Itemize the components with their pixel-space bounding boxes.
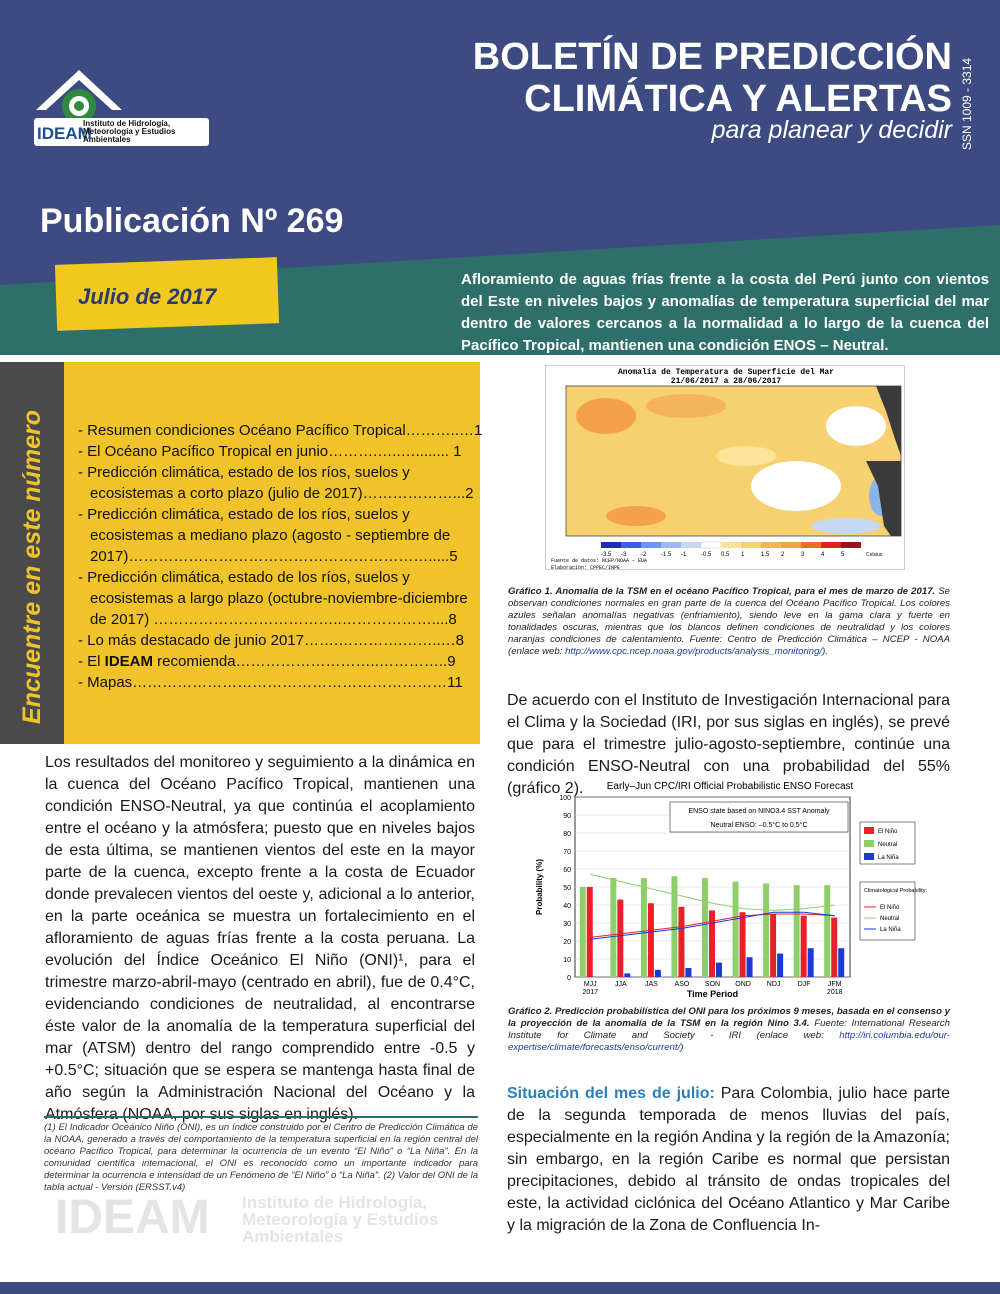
bar-elnio: [648, 903, 654, 977]
bulletin-title-line2: CLIMÁTICA Y ALERTAS: [524, 78, 952, 120]
bar-elnio: [740, 912, 746, 977]
caption2-text: Fuente: International Research Institute for Climate and Society - IRI (enlace web:: [508, 1018, 950, 1041]
map-scale-label: 5: [841, 552, 845, 558]
bar-elnio: [617, 900, 623, 977]
y-tick-label: 80: [563, 831, 571, 838]
y-axis-label: Probability (%): [535, 858, 544, 916]
bar-lania: [838, 948, 844, 977]
map-scale-label: 4: [821, 552, 825, 558]
y-tick-label: 100: [559, 795, 571, 802]
bar-elnio: [678, 907, 684, 977]
footnote: (1) El Indicador Oceánico Niño (ONI), es un índice construido por el Centro de Predicción Climática de la NOAA, generado a través del comportamiento de la temperatura superficial en la región central del océano Pacífico Tropical, para determinar la ocurrencia de un evento “El Niño” o “La Niña”. En la comunidad científica internacional, el ONI es reconocido como un importante indicador para determinar la ocurrencia e intensidad de un Fenómeno de “El Niño” o “La Niña”. (2) Valor del ONI de la tabla actual - Versión (ERSST.v4): [44, 1116, 478, 1194]
year-label-end: 2018: [826, 989, 843, 996]
map-scale-label: -1.5: [661, 552, 672, 558]
caption2-label: Gráfico 2.: [508, 1006, 553, 1017]
map-scale-label: -1: [681, 552, 687, 558]
caption1-title: Anomalía de la TSM en el océano Pacífico Tropical, para el mes de marzo de 2017.: [552, 586, 936, 597]
footer-bar: [0, 1282, 1000, 1294]
bar-neutral: [610, 878, 616, 977]
map-source: Fuente de datos: NCEP/NOAA – EUA: [551, 558, 648, 564]
bar-elnio: [801, 916, 807, 977]
map-scale-label: -3.5: [601, 552, 612, 558]
bar-neutral: [580, 887, 586, 977]
toc-item[interactable]: de 2017) ………………………………..………………....8: [90, 611, 457, 628]
map-scale-label: 1.5: [761, 552, 770, 558]
map-dates: 21/06/2017 a 28/06/2017: [670, 377, 782, 386]
bar-neutral: [702, 878, 708, 977]
bar-lania: [624, 973, 630, 977]
toc-item[interactable]: ecosistemas a mediano plazo (agosto - septiembre de: [90, 527, 451, 544]
x-tick-label: NDJ: [766, 981, 781, 988]
toc-item[interactable]: - Predicción climática, estado de los ríos, suelos y: [78, 464, 410, 481]
caption1-label: Gráfico 1.: [508, 586, 553, 597]
body-paragraph-left: Los resultados del monitoreo y seguimiento a la dinámica en la cuenca del Océano Pacífico Tropical, mantienen una condición ENSO-Neutral, ya que continúa el acoplamiento entre el océano y la atmósfera; puesto que en niveles bajos de esta última, se mantienen vientos del este en la mayor parte de la cuenca, excepto frente a la costa de Ecuador donde prevalecen vientos del oeste y, adicional a lo anterior, en la parte oceánica se muestra un fortalecimiento en el afloramiento de aguas frías frente a la costa peruana. La evolución del Índice Oceánico El Niño (ONI)¹, para el trimestre marzo-abril-mayo (centrado en abril), fue de 0.4°C, evidenciando condiciones de neutralidad, al encontrarse éste valor de la anomalía de la temperatura superficial del mar (ATSM) dentro del rango comprendido entre -0.5 y +0.5°C; situación que se espera se mantenga hasta final de año según la Administración Nacional del Océano y la Atmósfera (NOAA, por sus siglas en inglés).: [45, 754, 475, 1123]
y-tick-label: 30: [563, 921, 571, 928]
watermark-ideam: IDEAM: [55, 1191, 210, 1244]
legend-swatch: [864, 827, 874, 834]
situation-text: Para Colombia, julio hace parte de la segunda temporada de menos lluvias del país, especialmente en la región Andina y la región de la Amazonía; sin embargo, en la región Caribe es normal que persistan precipitaciones, debido al tránsito de ondas tropicales del este, la actividad ciclónica del Océano Atlantico y Mar Caribe y la migración de la Zona de Confluencia In-: [507, 1085, 950, 1234]
legend-swatch: [864, 853, 874, 860]
legend-label: El Niño: [878, 829, 898, 835]
legend-label: La Niña: [878, 855, 899, 861]
toc-list: [78, 420, 483, 693]
toc-item[interactable]: - El Océano Pacífico Tropical en junio……….…..…........ 1: [78, 443, 462, 460]
legend-label: La Niña: [880, 927, 901, 933]
x-tick-label: ASO: [674, 981, 690, 988]
bar-lania: [685, 968, 691, 977]
bulletin-tagline: para planear y decidir: [711, 116, 952, 144]
bar-neutral: [733, 882, 739, 977]
x-axis-label: Time Period: [686, 989, 739, 999]
y-tick-label: 70: [563, 849, 571, 856]
bar-elnio: [709, 910, 715, 977]
logo-subtitle: Instituto de Hidrología, Meteorología y Estudios Ambientales: [83, 119, 176, 144]
bulletin-title-line1: BOLETÍN DE PREDICCIÓN: [472, 36, 952, 78]
caption2-title: Predicción probabilística del ONI para los próximos 9 meses, basada en el consenso y la proyección de la anomalía de la TSM en la región Nino 3.4.: [508, 1006, 950, 1029]
legend-label: Neutral: [878, 842, 898, 848]
publication-date: Julio de 2017: [78, 284, 217, 309]
toc-item[interactable]: - El IDEAM recomienda………………………..…………..9: [78, 653, 456, 670]
map-scale-label: -0.5: [701, 552, 712, 558]
bar-elnio: [770, 914, 776, 977]
toc-item[interactable]: - Resumen condiciones Océano Pacífico Tropical………..…1: [78, 422, 483, 439]
summary-text: Afloramiento de aguas frías frente a la costa del Perú junto con vientos del Este en niveles bajos y anomalías de temperatura superficial del mar dentro de valores cercanos a la normalidad a lo largo de la cuenca del Pacífico Tropical, mantienen una condición ENOS – Neutral.: [461, 271, 989, 354]
x-tick-label: JJA: [614, 981, 627, 988]
bar-elnio: [587, 887, 593, 977]
bar-neutral: [671, 876, 677, 977]
legend-label: Neutral: [880, 916, 900, 922]
caption1-end: ).: [822, 646, 828, 657]
toc-item[interactable]: - Predicción climática, estado de los ríos, suelos y: [78, 569, 410, 586]
body-paragraph-right-1: De acuerdo con el Instituto de Investigación Internacional para el Clima y la Sociedad (IRI, por sus siglas en inglés), se prevé que para el trimestre julio-agosto-septiembre, continúe una condición ENSO-Neutral con una probabilidad del 55% (gráfico 2).: [507, 692, 950, 797]
caption-graph-1: [508, 586, 950, 658]
map-scale-label: 3: [801, 552, 805, 558]
toc-item[interactable]: - Predicción climática, estado de los ríos, suelos y: [78, 506, 410, 523]
x-tick-label: JFM: [827, 981, 842, 988]
legend-label: El Niño: [880, 905, 900, 911]
bar-neutral: [641, 878, 647, 977]
bar-elnio: [831, 918, 837, 977]
y-tick-label: 60: [563, 867, 571, 874]
toc-item[interactable]: - Mapas………………………………………………………11: [78, 674, 463, 691]
caption1-link[interactable]: http://www.cpc.ncep.noaa.gov/products/analysis_monitoring/: [565, 646, 823, 657]
bar-lania: [716, 963, 722, 977]
situation-heading: Situación del mes de julio:: [507, 1085, 715, 1102]
climatology-legend-title: Climatological Probability:: [864, 888, 927, 894]
x-tick-label: SON: [704, 981, 721, 988]
y-tick-label: 20: [563, 939, 571, 946]
watermark-subtitle: Instituto de Hidrología, Meteorología y Estudios Ambientales: [242, 1193, 439, 1246]
x-tick-label: OND: [735, 981, 751, 988]
chart-title: Early–Jun CPC/IRI Official Probabilistic ENSO Forecast: [606, 781, 854, 792]
bar-lania: [777, 954, 783, 977]
map-scale-label: -2: [641, 552, 647, 558]
toc-item[interactable]: - Lo más destacado de junio 2017…….………….……..…8: [78, 632, 465, 649]
map-colorbar: [601, 542, 861, 548]
legend-swatch: [864, 840, 874, 847]
map-scale-label: 2: [781, 552, 785, 558]
map-scale-label: 0.5: [721, 552, 730, 558]
publication-number: Publicación Nº 269: [40, 202, 344, 240]
chart-box-title: ENSO state based on NINO3.4 SST Anomaly: [688, 808, 830, 815]
map-scale-label: -3: [621, 552, 627, 558]
x-tick-label: DJF: [797, 981, 811, 988]
x-tick-label: MJJ: [583, 981, 597, 988]
bar-neutral: [824, 885, 830, 977]
bar-lania: [747, 957, 753, 977]
issn-label: SSN 1009 - 3314: [960, 57, 974, 150]
caption2-link[interactable]: http://iri.columbia.edu/our-expertise/climate/forecasts/enso/current/: [508, 1030, 950, 1053]
chart-box-subtitle: Neutral ENSO: –0.5°C to 0.5°C: [710, 822, 808, 829]
toc-item[interactable]: ecosistemas a corto plazo (julio de 2017)………………...2: [90, 485, 474, 502]
logo-wordmark: IDEAM: [37, 124, 92, 143]
caption1-text: Se observan condiciones normales en gran parte de la cuenca del Océano Pacífico Tropical. Los colores azules señalan anomalías negativas (enfriamiento), siendo leve en la gama clara y fuerte en tonalidades oscuras, mientras que los blancos definen condiciones de neutralidad y los colores naranjas condiciones de calentamiento. Fuente: Centro de Predicción Climática – NCEP - NOAA (enlace web:: [508, 586, 950, 657]
caption2-end: ): [680, 1042, 684, 1053]
map-scale-label: 1: [741, 552, 745, 558]
toc-item[interactable]: ecosistemas a largo plazo (octubre-noviembre-diciembre: [90, 590, 468, 607]
y-tick-label: 40: [563, 903, 571, 910]
x-tick-label: JAS: [644, 981, 658, 988]
sst-anomaly-map: [545, 365, 905, 570]
y-tick-label: 90: [563, 813, 571, 820]
year-label-start: 2017: [582, 989, 599, 996]
toc-vertical-title: Encuentre en este número: [18, 410, 46, 724]
toc-item[interactable]: 2017)…………………………………………………….....5: [90, 548, 458, 565]
bar-neutral: [794, 885, 800, 977]
map-scale-unit: Celsius: [866, 552, 883, 558]
bar-lania: [808, 948, 814, 977]
enso-forecast-chart: [530, 777, 948, 999]
map-elaboration: Elaboración: CPPEC/INPE: [551, 565, 621, 571]
bar-lania: [655, 970, 661, 977]
body-paragraph-right-2: [507, 1083, 950, 1237]
y-tick-label: 0: [567, 975, 571, 982]
map-title: Anomalía de Temperatura de Superficie del Mar: [617, 368, 835, 377]
bar-neutral: [763, 883, 769, 977]
y-tick-label: 10: [563, 957, 571, 964]
y-tick-label: 50: [563, 885, 571, 892]
caption-graph-2: [508, 1006, 950, 1054]
